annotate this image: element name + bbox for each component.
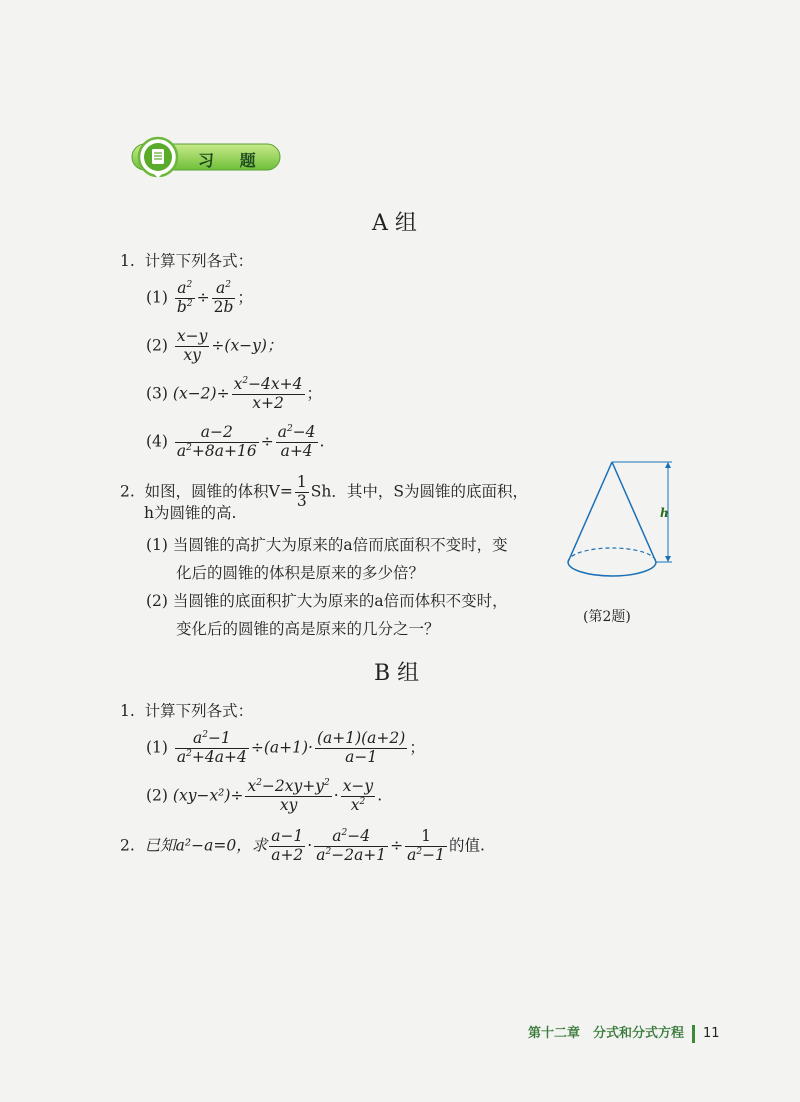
fraction: $\frac{a-1}{a+2}$ <box>271 827 304 864</box>
fraction: $\frac{x^2-4x+4}{x+2}$ <box>233 375 303 412</box>
cone-height-label: h <box>660 506 669 520</box>
a-q2-line2: h为圆锥的高. <box>144 504 237 522</box>
a-q1-item-3: (3) (x−2)÷ $\frac{x^2-4x+4}{x+2}$ ； <box>146 375 323 412</box>
fraction: $\frac{a^2}{b^2}$ <box>176 279 193 316</box>
a-q1-item-4: (4) $\frac{a-2}{a^2+8a+16}$ ÷ $\frac{a^2-4}{a+4}$ . <box>146 423 325 460</box>
fraction: $\frac{a-2}{a^2+8a+16}$ <box>176 423 257 460</box>
a-q2-line1: 2. 如图，圆锥的体积V= $\frac{1}{3}$ Sh．其中，S为圆锥的底面积， <box>120 473 528 510</box>
figure-caption: (第2题) <box>583 609 631 625</box>
footer-divider <box>692 1025 695 1043</box>
fraction: $\frac{a^2-4}{a^2-2a+1}$ <box>316 827 387 864</box>
a-q2-sub1b: 化后的圆锥的体积是原来的多少倍？ <box>176 564 425 582</box>
a-q1-item-1: (1) $\frac{a^2}{b^2}$ ÷ $\frac{a^2}{2b}$ ； <box>146 279 253 316</box>
banner-label: 习 题 <box>198 151 266 170</box>
group-a-title: A 组 <box>372 211 417 236</box>
group-b-title: B 组 <box>374 661 420 686</box>
b-q2: 2. 已知a²−a=0，求 $\frac{a-1}{a+2}$ · $\frac{a^2-4}{a^2-2a+1}$ ÷ $\frac{1}{a^2-1}$ 的值. <box>120 827 485 864</box>
fraction: $\frac{x-y}{x^2}$ <box>342 777 374 814</box>
fraction: $\frac{1}{a^2-1}$ <box>407 827 446 864</box>
a-q1-number: 1. <box>120 252 135 270</box>
fraction: $\frac{x^2-2xy+y^2}{xy}$ <box>247 777 330 814</box>
chapter-title: 第十二章 分式和分式方程 <box>528 1026 685 1041</box>
fraction: $\frac{a^2-1}{a^2+4a+4}$ <box>176 729 247 766</box>
page-footer <box>528 1022 720 1043</box>
fraction: $\frac{x-y}{xy}$ <box>176 327 208 364</box>
a-q1 <box>120 254 253 270</box>
a-q2-sub2b: 变化后的圆锥的高是原来的几分之一？ <box>176 620 440 638</box>
a-q2-sub2a: (2) 当圆锥的底面积扩大为原来的a倍而体积不变时， <box>146 592 508 610</box>
fraction: $\frac{a^2-4}{a+4}$ <box>277 423 316 460</box>
fraction: $\frac{a^2}{2b}$ <box>213 279 234 316</box>
b-q1-item-2: (2) (xy−x²)÷ $\frac{x^2-2xy+y^2}{xy}$ · $\frac{x-y}{x^2}$ . <box>146 777 383 814</box>
a-q1-item-2: (2) $\frac{x-y}{xy}$ ÷(x−y)； <box>146 327 283 364</box>
b-q1: 1. 计算下列各式： <box>120 702 254 720</box>
page-number: 11 <box>703 1026 720 1041</box>
cone-figure <box>556 458 674 598</box>
a-q2-sub1a: (1) 当圆锥的高扩大为原来的a倍而底面积不变时，变 <box>146 536 508 554</box>
fraction-one-third: $\frac{1}{3}$ <box>296 473 307 510</box>
b-q1-item-1: (1) $\frac{a^2-1}{a^2+4a+4}$ ÷(a+1)· $\frac{(a+1)(a+2)}{a-1}$ ； <box>146 729 425 766</box>
fraction: $\frac{(a+1)(a+2)}{a-1}$ <box>316 729 406 766</box>
a-q1-prompt: 计算下列各式： <box>144 252 254 270</box>
